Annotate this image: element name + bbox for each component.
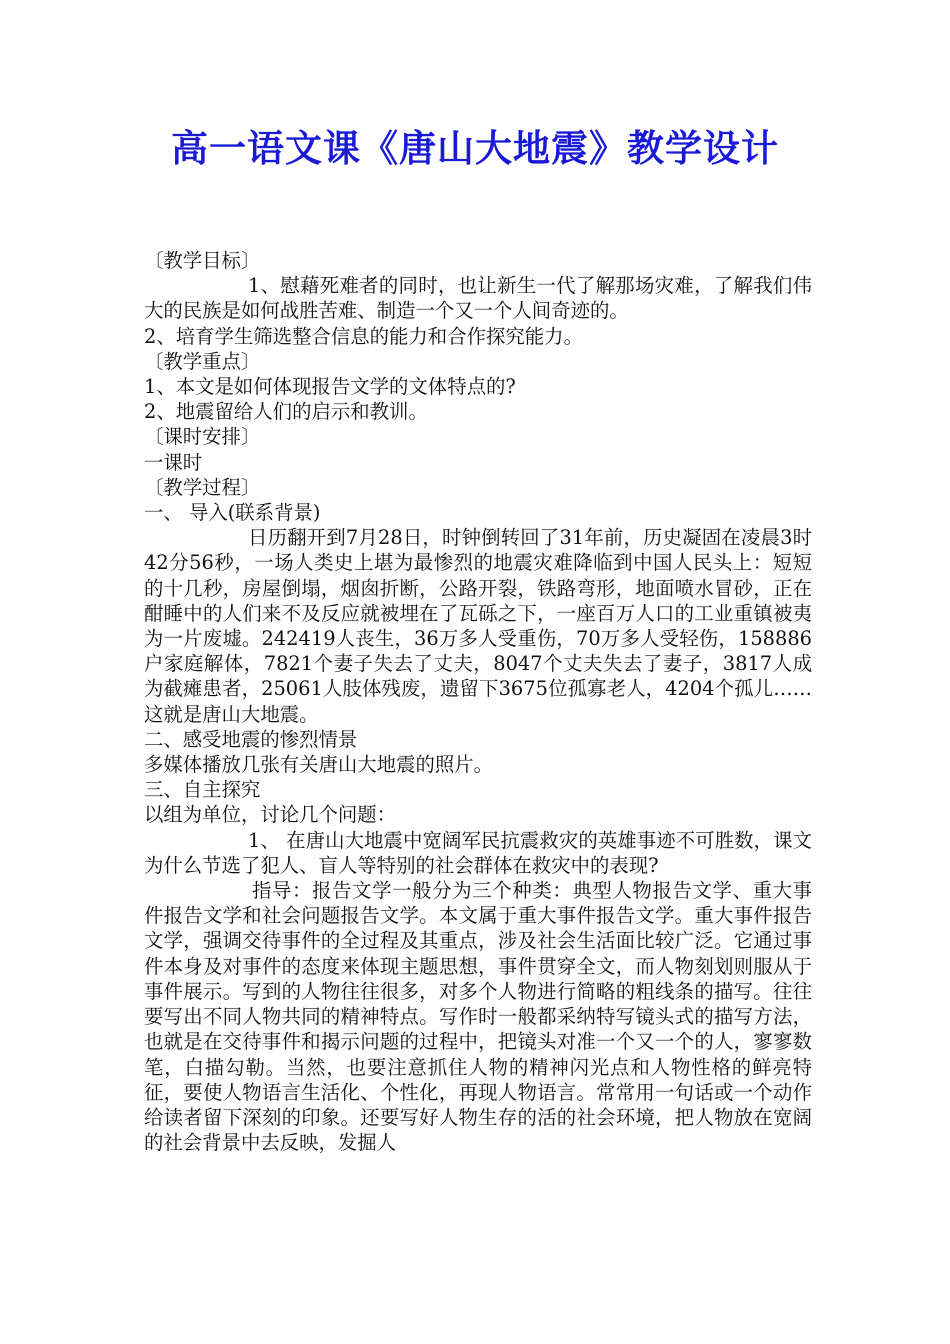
body-paragraph: 2、地震留给人们的启示和教训。 — [144, 400, 428, 424]
body-paragraph: 〔教学过程〕 — [144, 475, 261, 499]
body-paragraph: 〔课时安排〕 — [144, 425, 261, 449]
body-paragraph: 多媒体播放几张有关唐山大地震的照片。 — [144, 753, 494, 777]
document-body — [144, 248, 812, 1155]
body-paragraph: 〔教学重点〕 — [144, 349, 261, 373]
body-paragraph: 日历翻开到7月28日，时钟倒转回了31年前，历史凝固在凌晨3时42分56秒，一场人类史上堪为最惨烈的地震灾难降临到中国人民头上：短短的十几秒，房屋倒塌，烟囱折断，公路开裂，铁路弯形，地面喷水冒砂，正在酣睡中的人们来不及反应就被埋在了瓦砾之下，一座百万人口的工业重镇被夷为一片废墟。242419人丧生，36万多人受重伤，70万多人受轻伤，158886户家庭解体，7821个妻子失去了丈夫，8047个丈夫失去了妻子，3817人成为截瘫患者，25061人肢体残废，遗留下3675位孤寡老人，4204个孤儿……这就是唐山大地震。 — [144, 526, 812, 726]
body-paragraph: 〔教学目标〕 — [144, 249, 261, 272]
body-paragraph: 1、本文是如何体现报告文学的文体特点的? — [144, 375, 516, 399]
body-paragraph: 1、 在唐山大地震中宽阔军民抗震救灾的英雄事迹不可胜数，课文为什么节选了犯人、盲人等特别的社会群体在救灾中的表现? — [144, 828, 812, 877]
body-paragraph: 以组为单位，讨论几个问题： — [144, 803, 397, 827]
body-paragraph: 指导：报告文学一般分为三个种类：典型人物报告文学、重大事件报告文学和社会问题报告文学。本文属于重大事件报告文学。重大事件报告文学，强调交待事件的全过程及其重点，涉及社会生活面比较广泛。它通过事件本身及对事件的态度来体现主题思想，事件贯穿全文，而人物刻划则服从于事件展示。写到的人物往往很多，对多个人物进行简略的粗线条的描写。往往要写出不同人物共同的精神特点。写作时一般都采纳特写镜头式的描写方法，也就是在交待事件和揭示问题的过程中，把镜头对准一个又一个的人，寥寥数笔，白描勾勒。当然，也要注意抓住人物的精神闪光点和人物性格的鲜亮特征，要使人物语言生活化、个性化，再现人物语言。常常用一句话或一个动作给读者留下深刻的印象。还要写好人物生存的活的社会环境，把人物放在宽阔的社会背景中去反映，发掘人 — [144, 879, 812, 1155]
body-paragraph: 2、培育学生筛选整合信息的能力和合作探究能力。 — [144, 324, 583, 348]
body-paragraph: 1、慰藉死难者的同时，也让新生一代了解那场灾难，了解我们伟大的民族是如何战胜苦难、制造一个又一个人间奇迹的。 — [144, 274, 812, 323]
body-paragraph: 一、 导入(联系背景) — [144, 501, 321, 525]
document-title: 高一语文课《唐山大地震》教学设计 — [171, 126, 779, 170]
body-paragraph: 二、感受地震的惨烈情景 — [144, 727, 358, 751]
body-paragraph: 三、自主探究 — [144, 778, 261, 802]
body-paragraph: 一课时 — [144, 450, 203, 474]
